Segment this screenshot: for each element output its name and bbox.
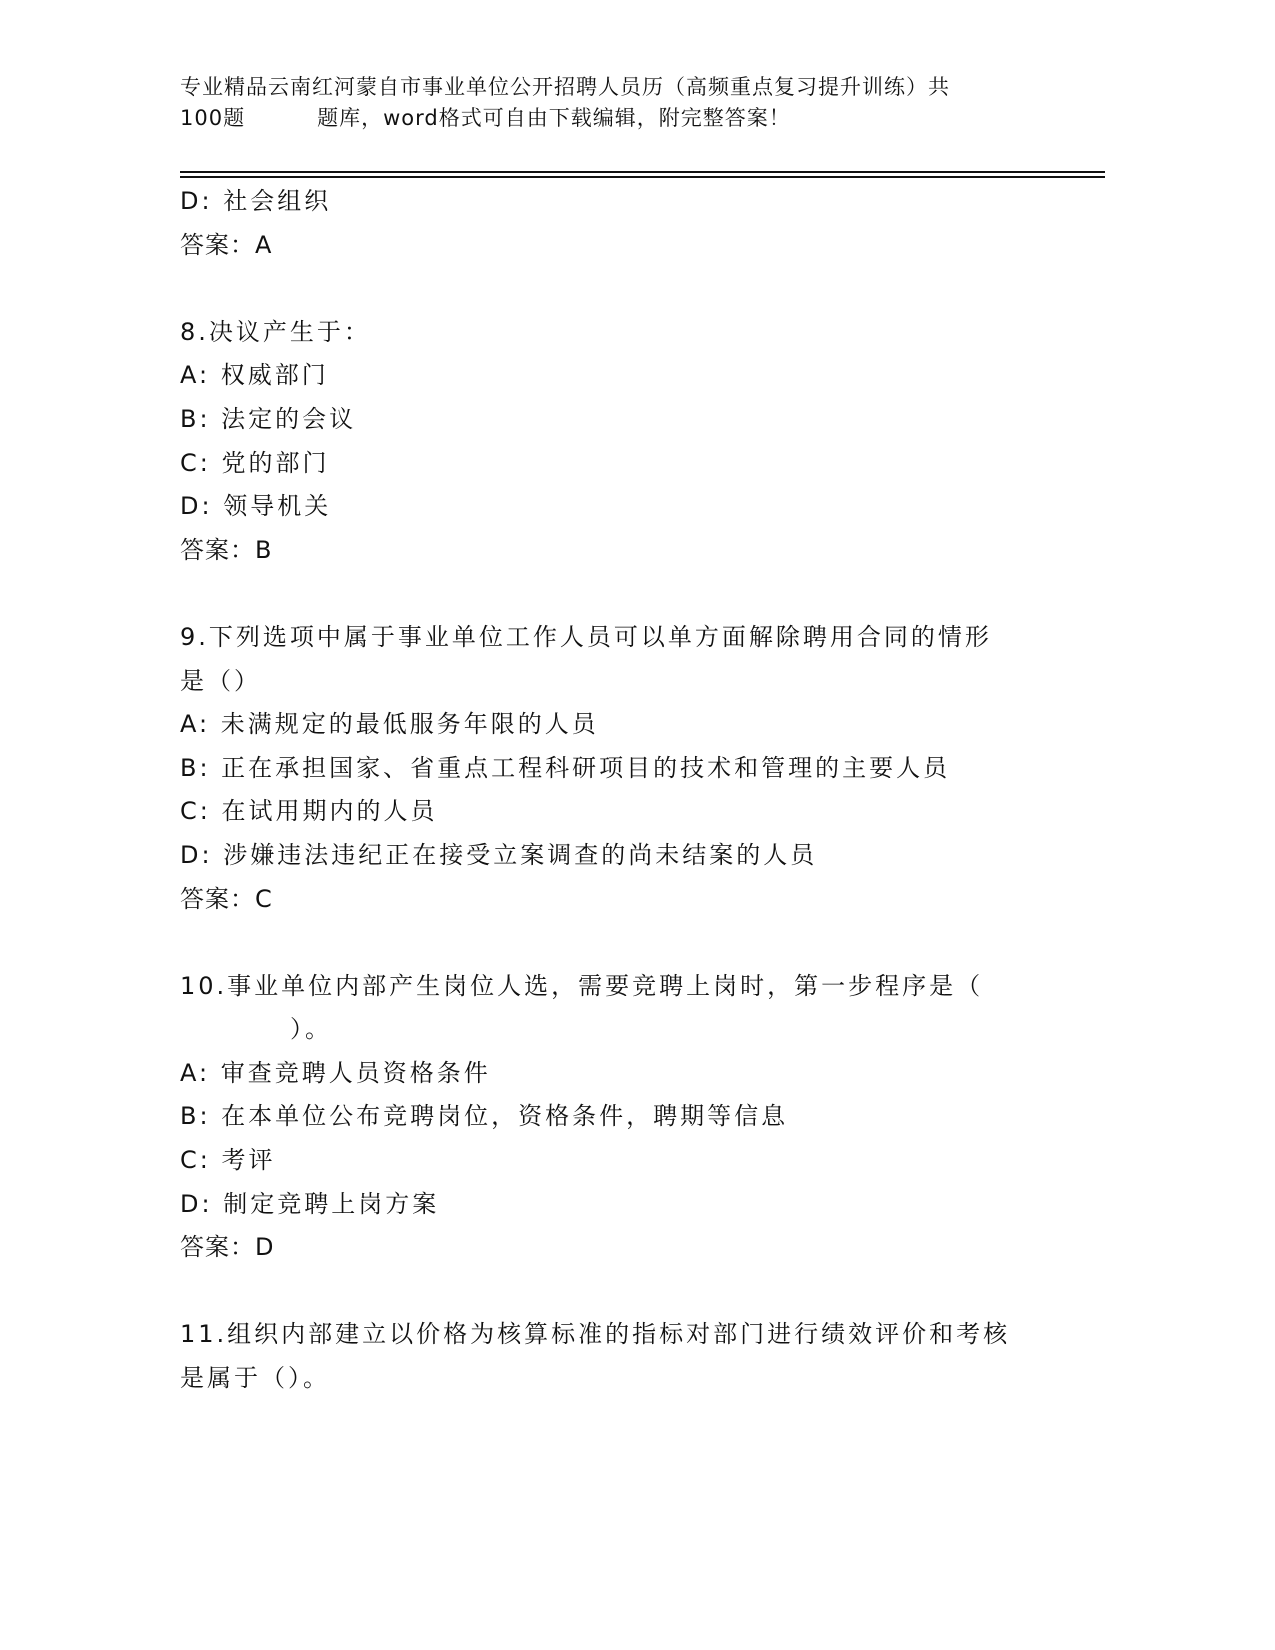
option-d: D: 领导机关 xyxy=(180,492,332,521)
question-stem: 8.决议产生于： xyxy=(180,317,371,346)
option-d: D: 制定竞聘上岗方案 xyxy=(180,1189,440,1218)
document-body xyxy=(180,180,1080,1401)
answer: 答案：D xyxy=(180,1233,275,1262)
option-a: A: 权威部门 xyxy=(180,361,329,390)
header-subtitle: 题库，word格式可自由下载编辑，附完整答案！ xyxy=(317,106,791,130)
option-b: B: 在本单位公布竞聘岗位，资格条件，聘期等信息 xyxy=(180,1102,789,1131)
option-a: A: 审查竞聘人员资格条件 xyxy=(180,1058,491,1087)
answer: 答案：A xyxy=(180,230,273,259)
option-d: D: 社会组织 xyxy=(180,187,332,215)
document-header xyxy=(180,72,1040,134)
question-stem-cont: ）。 xyxy=(290,1015,332,1044)
question-stem: 11.组织内部建立以价格为核算标准的指标对部门进行绩效评价和考核 xyxy=(180,1320,1011,1349)
option-c: C: 在试用期内的人员 xyxy=(180,797,438,826)
question-10 xyxy=(180,965,1080,1270)
question-11 xyxy=(180,1313,1080,1400)
answer: 答案：C xyxy=(180,884,273,913)
question-stem-cont: 是（） xyxy=(180,666,261,695)
option-b: B: 正在承担国家、省重点工程科研项目的技术和管理的主要人员 xyxy=(180,753,951,782)
question-8 xyxy=(180,311,1080,573)
header-count: 100题 xyxy=(180,106,246,130)
option-b: B: 法定的会议 xyxy=(180,404,357,433)
question-9 xyxy=(180,616,1080,921)
question-stem-cont: 是属于（）。 xyxy=(180,1364,330,1393)
header-title-line-2 xyxy=(180,103,1040,134)
option-a: A: 未满规定的最低服务年限的人员 xyxy=(180,710,599,739)
answer: 答案：B xyxy=(180,535,273,564)
header-rule-bottom xyxy=(180,176,1105,178)
question-stem: 9.下列选项中属于事业单位工作人员可以单方面解除聘用合同的情形 xyxy=(180,622,992,651)
header-title-line-1: 专业精品云南红河蒙自市事业单位公开招聘人员历（高频重点复习提升训练）共 xyxy=(180,75,950,99)
option-c: C: 党的部门 xyxy=(180,448,330,477)
option-d: D: 涉嫌违法违纪正在接受立案调查的尚未结案的人员 xyxy=(180,840,818,869)
question-stem: 10.事业单位内部产生岗位人选，需要竞聘上岗时，第一步程序是（ xyxy=(180,971,984,1000)
option-c: C: 考评 xyxy=(180,1146,276,1175)
header-rule-top xyxy=(180,171,1105,173)
